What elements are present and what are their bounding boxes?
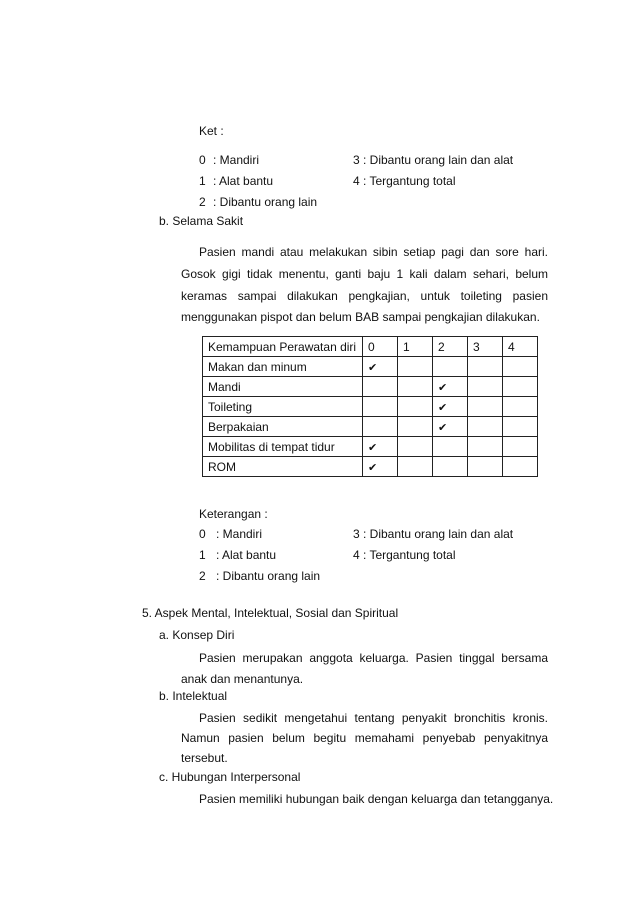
table-cell-level-4: [503, 377, 538, 397]
ket-text-0: : Mandiri: [213, 153, 260, 167]
section-5c-heading: c. Hubungan Interpersonal: [159, 770, 301, 784]
table-row: [203, 377, 538, 397]
check-icon: ✔: [368, 360, 378, 374]
table-row: [203, 357, 538, 377]
section-5b-line-1: Namun pasien belum begitu memahami penyebab penyakitnya: [181, 731, 548, 745]
keterangan-text-1: : Alat bantu: [216, 548, 277, 562]
table-cell-level-1: [398, 377, 433, 397]
section-5a-line-0: Pasien merupakan anggota keluarga. Pasien tinggal bersama: [199, 651, 548, 665]
table-header-cell: 3: [468, 337, 503, 357]
ket-code-0: 0: [199, 153, 206, 167]
table-row: [203, 417, 538, 437]
section-5b-heading: b. Intelektual: [159, 689, 228, 703]
table-cell-level-1: [398, 417, 433, 437]
table-cell-level-3: [468, 377, 503, 397]
table-cell-level-3: [468, 457, 503, 477]
table-cell-level-3: [468, 417, 503, 437]
keterangan-text-2: : Dibantu orang lain: [216, 569, 321, 583]
table-cell-level-0: [363, 457, 398, 477]
table-header-cell: Kemampuan Perawatan diri: [203, 337, 363, 357]
keterangan-title: Keterangan :: [199, 507, 268, 521]
section-b-para-line-0: Pasien mandi atau melakukan sibin setiap pagi dan sore hari.: [199, 245, 548, 259]
table-row-label: Toileting: [203, 397, 363, 417]
table-row: [203, 457, 538, 477]
table-cell-level-4: [503, 397, 538, 417]
table-cell-level-0: [363, 417, 398, 437]
keterangan-code-1: 1: [199, 548, 206, 562]
table-cell-level-2: [433, 457, 468, 477]
ket-code-1: 1: [199, 174, 206, 188]
self-care-table: [202, 336, 538, 477]
check-icon: ✔: [438, 400, 448, 414]
table-row-label: Mandi: [203, 377, 363, 397]
table-body: [203, 357, 538, 477]
section-5c-line-0: Pasien memiliki hubungan baik dengan keluarga dan tetangganya.: [199, 792, 554, 806]
table-cell-level-2: [433, 397, 468, 417]
table-cell-level-4: [503, 357, 538, 377]
ket-text-2: : Dibantu orang lain: [213, 195, 318, 209]
table-cell-level-4: [503, 457, 538, 477]
table-cell-level-0: [363, 377, 398, 397]
section-5b-line-2: tersebut.: [181, 751, 228, 765]
section-b-heading: b. Selama Sakit: [159, 214, 244, 228]
keterangan-code-2: 2: [199, 569, 206, 583]
section-5b-line-0: Pasien sedikit mengetahui tentang penyakit bronchitis kronis.: [199, 711, 548, 725]
table-cell-level-1: [398, 457, 433, 477]
table-cell-level-1: [398, 397, 433, 417]
check-icon: ✔: [438, 380, 448, 394]
table-cell-level-2: [433, 417, 468, 437]
table-cell-level-2: [433, 357, 468, 377]
keterangan-code-0: 0: [199, 527, 206, 541]
ket-text-1: : Alat bantu: [213, 174, 274, 188]
table-cell-level-4: [503, 437, 538, 457]
section-5-heading: 5. Aspek Mental, Intelektual, Sosial dan Spiritual: [142, 606, 399, 620]
section-5a-heading: a. Konsep Diri: [159, 628, 235, 642]
table-cell-level-0: [363, 437, 398, 457]
table-header-cell: 2: [433, 337, 468, 357]
check-icon: ✔: [368, 440, 378, 454]
keterangan-text-3: 3 : Dibantu orang lain dan alat: [353, 527, 514, 541]
table-header-cell: 4: [503, 337, 538, 357]
check-icon: ✔: [368, 460, 378, 474]
table-row: [203, 397, 538, 417]
table-row-label: Berpakaian: [203, 417, 363, 437]
keterangan-text-4: 4 : Tergantung total: [353, 548, 456, 562]
table-row: [203, 437, 538, 457]
section-5a-line-1: anak dan menantunya.: [181, 672, 304, 686]
keterangan-text-0: : Mandiri: [216, 527, 263, 541]
table-row-label: ROM: [203, 457, 363, 477]
table-cell-level-3: [468, 397, 503, 417]
table-cell-level-2: [433, 377, 468, 397]
ket-text-3: 3 : Dibantu orang lain dan alat: [353, 153, 514, 167]
table-cell-level-2: [433, 437, 468, 457]
ket-code-2: 2: [199, 195, 206, 209]
table-cell-level-0: [363, 357, 398, 377]
table-row-label: Mobilitas di tempat tidur: [203, 437, 363, 457]
ket-title: Ket :: [199, 124, 224, 138]
table-row-label: Makan dan minum: [203, 357, 363, 377]
section-b-para-line-2: keramas sampai dilakukan pengkajian, untuk toileting pasien: [181, 289, 548, 303]
table-header-row: [203, 337, 538, 357]
table-cell-level-4: [503, 417, 538, 437]
table-cell-level-0: [363, 397, 398, 417]
table-cell-level-3: [468, 357, 503, 377]
table-header-cell: 0: [363, 337, 398, 357]
ket-text-4: 4 : Tergantung total: [353, 174, 456, 188]
table-cell-level-3: [468, 437, 503, 457]
table-cell-level-1: [398, 357, 433, 377]
check-icon: ✔: [438, 420, 448, 434]
table-cell-level-1: [398, 437, 433, 457]
section-b-para-line-1: Gosok gigi tidak menentu, ganti baju 1 kali dalam sehari, belum: [181, 267, 548, 281]
table-header-cell: 1: [398, 337, 433, 357]
section-b-para-line-3: menggunakan pispot dan belum BAB sampai pengkajian dilakukan.: [181, 310, 540, 324]
